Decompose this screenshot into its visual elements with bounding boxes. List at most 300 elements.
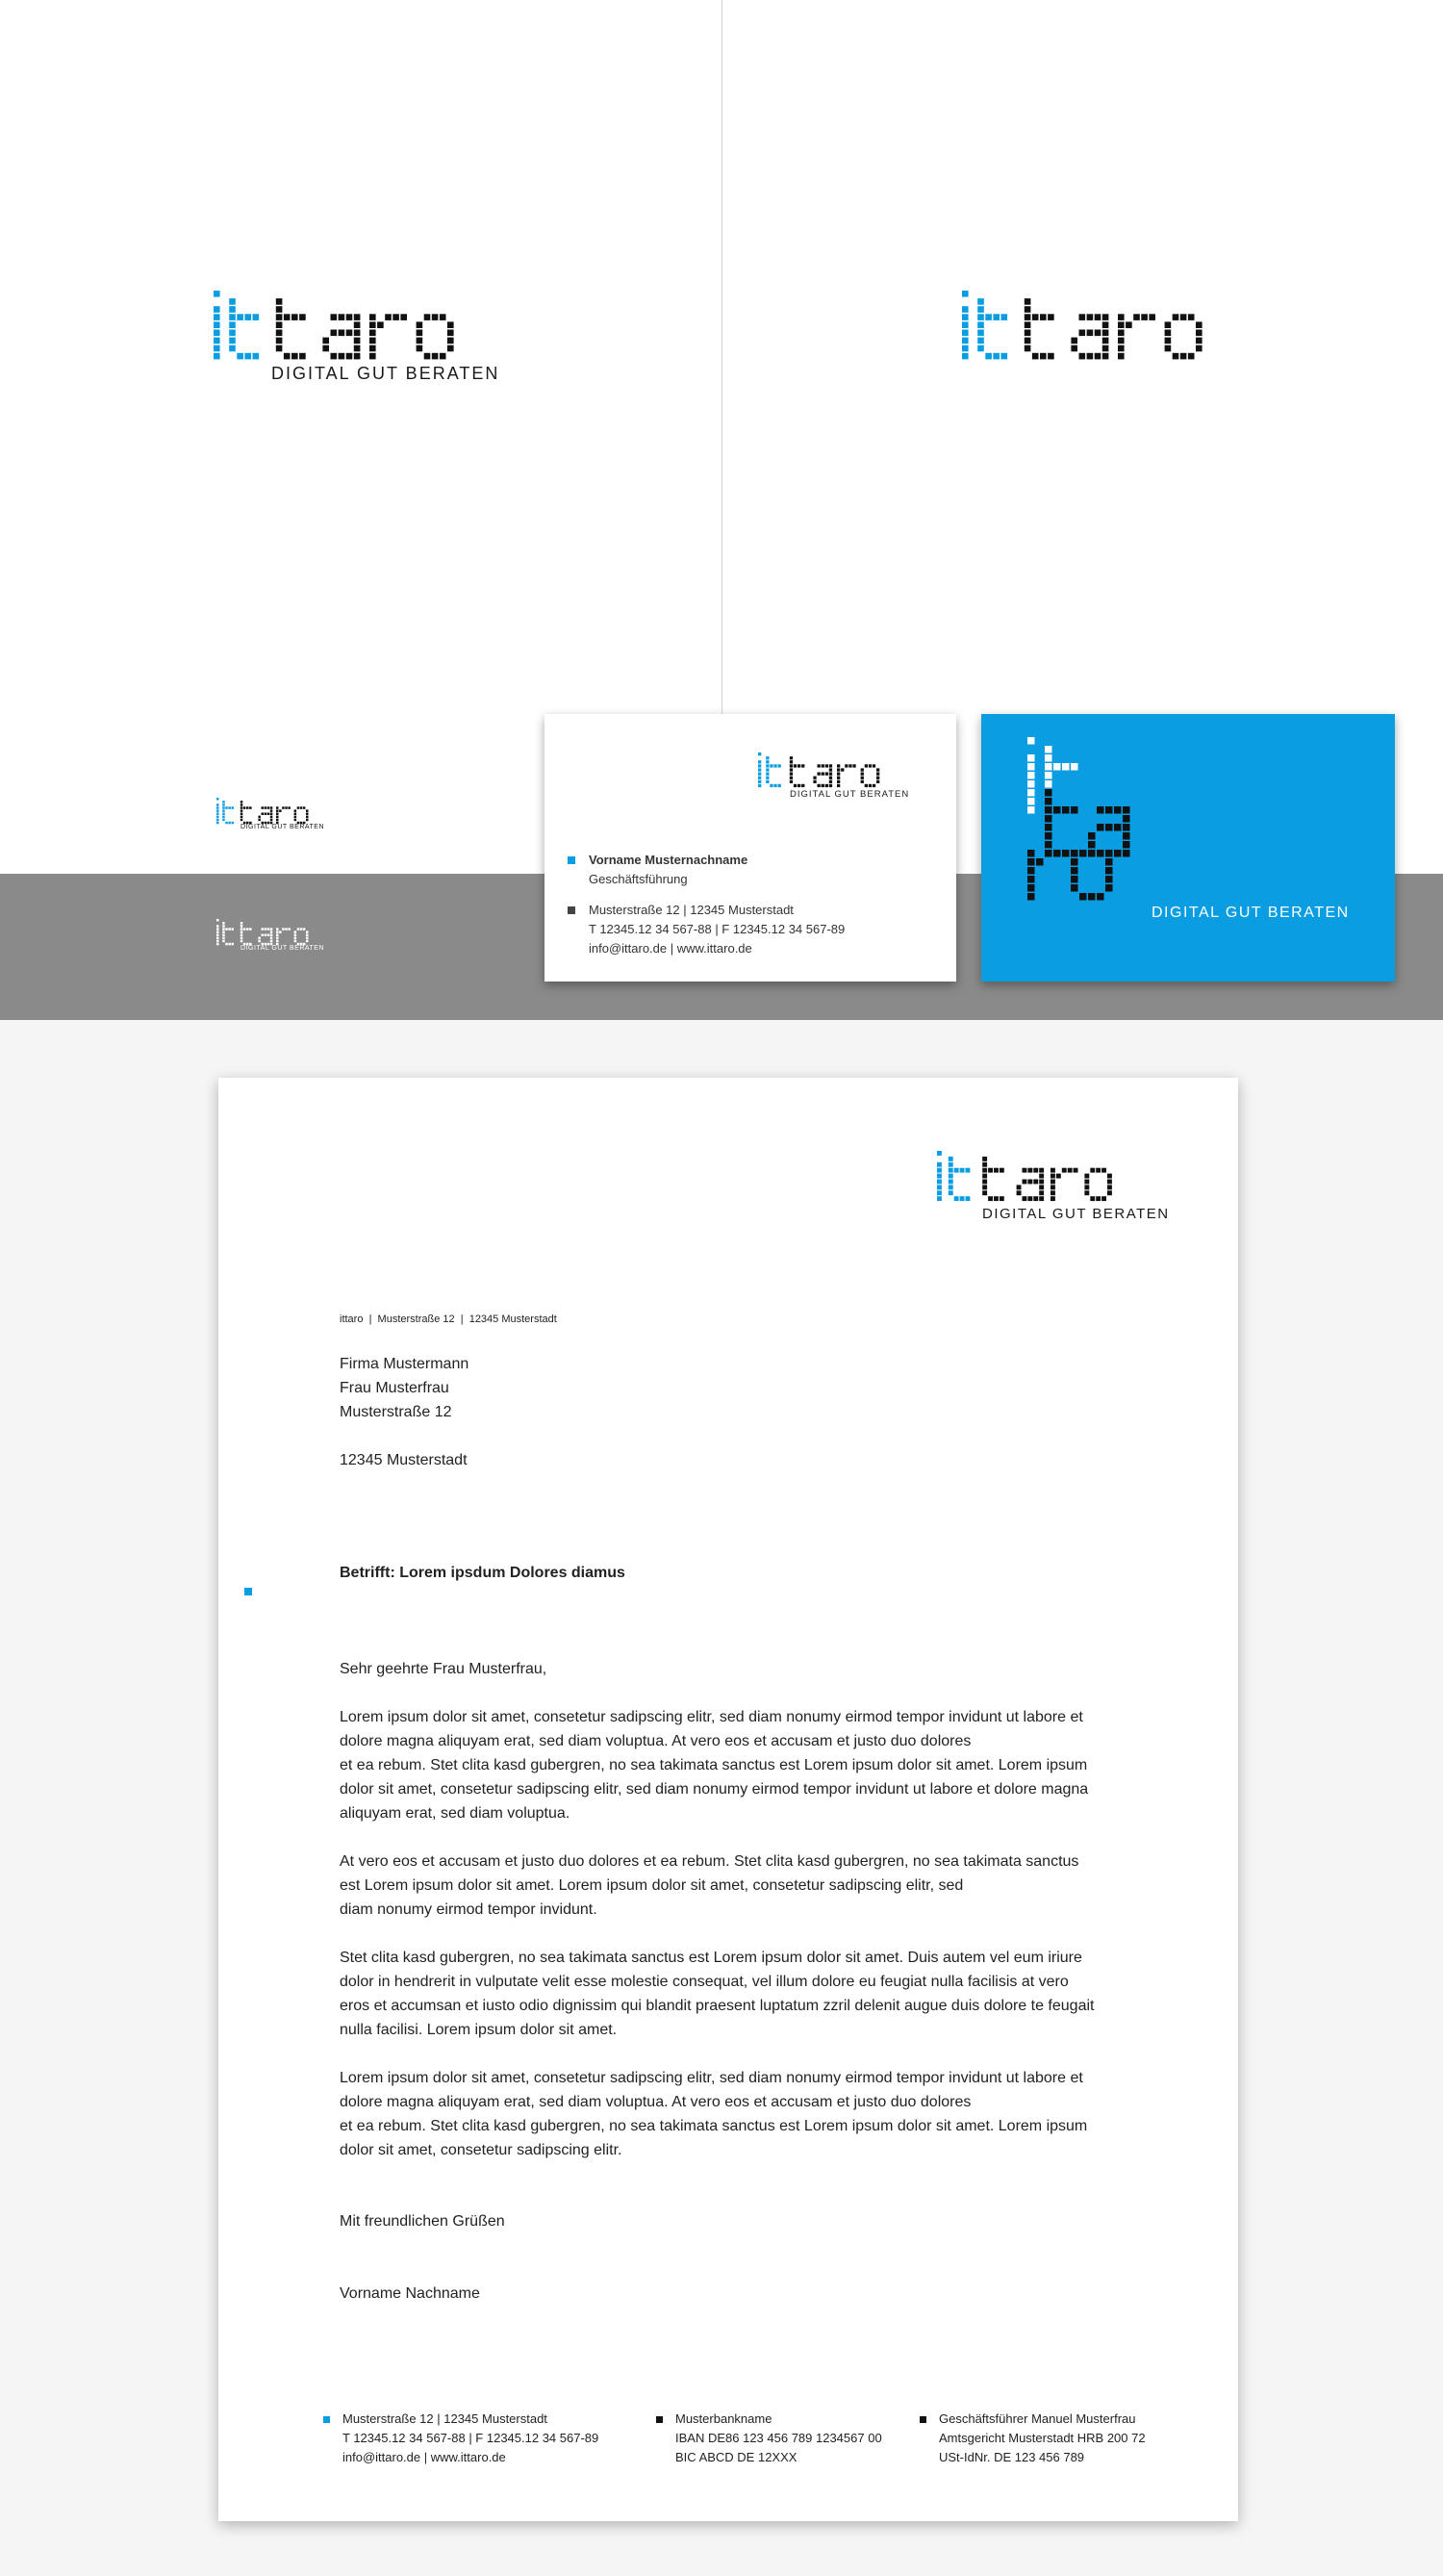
card-back-pixel	[1123, 815, 1130, 823]
logo-pixel	[1084, 1174, 1089, 1179]
logo-pixel	[228, 822, 231, 825]
logo-pixel	[229, 338, 236, 344]
logo-pixel	[294, 940, 297, 943]
business-card-back	[981, 714, 1395, 982]
logo-pixel	[306, 813, 309, 816]
logo-pixel	[1096, 1196, 1101, 1201]
logo-pixel	[954, 1196, 959, 1201]
logo-pixel	[1165, 338, 1172, 344]
card-back-pixel	[1123, 841, 1130, 849]
logo-pixel	[225, 943, 228, 946]
card-back-pixel	[1105, 850, 1113, 857]
card-address: Musterstraße 12 | 12345 Musterstadt	[589, 903, 794, 917]
card-back-pixel	[1105, 876, 1113, 883]
logo-pixel	[282, 928, 285, 931]
card-back-pixel	[1088, 841, 1096, 849]
card-back-pixel	[1097, 850, 1104, 857]
logo-pixel	[222, 803, 225, 806]
logo-pixel	[1165, 330, 1172, 337]
logo-pixel	[270, 928, 273, 931]
logo-pixel	[306, 816, 309, 819]
card-back-pixel	[1045, 841, 1052, 849]
card-back-pixel	[1027, 850, 1035, 857]
logo-pixel	[837, 773, 840, 776]
card-back-pixel	[1045, 763, 1052, 771]
footer-line: Amtsgericht Musterstadt HRB 200 72	[939, 2431, 1146, 2445]
logo-pixel	[447, 321, 454, 328]
logo-pixel	[797, 784, 800, 787]
logo-pixel	[825, 764, 828, 767]
logo-pixel	[354, 321, 361, 328]
logo-pixel	[1188, 353, 1195, 360]
logo-pixel	[1107, 1174, 1112, 1179]
logo-pixel	[244, 314, 251, 320]
logo-pixel	[432, 314, 439, 320]
logo-pixel	[279, 809, 282, 812]
logo-pixel	[1087, 330, 1094, 337]
logo-pixel	[222, 925, 225, 928]
logo-pixel	[246, 928, 249, 931]
logo-pixel	[225, 806, 228, 809]
logo-pixel	[346, 330, 353, 337]
logo-pixel	[276, 809, 279, 812]
footer-line: Musterbankname	[675, 2411, 772, 2426]
body-line: et ea rebum. Stet clita kasd gubergren, no sea takimata sanctus est Lorem ipsum dolor sit amet. Lorem ipsum	[340, 1757, 1088, 1773]
logo-pixel	[825, 784, 828, 787]
logo-pixel	[331, 330, 338, 337]
logo-pixel	[270, 940, 273, 943]
logo-pixel	[240, 940, 243, 943]
logo-pixel	[837, 780, 840, 783]
recipient-line: 12345 Musterstadt	[340, 1452, 468, 1468]
logo-pixel	[216, 819, 219, 822]
logo-pixel	[1090, 1196, 1095, 1201]
logo-pixel	[1051, 1196, 1055, 1201]
logo-pixel	[270, 813, 273, 816]
logo-pixel	[829, 768, 832, 771]
logo-pixel	[262, 928, 265, 931]
footer-line: info@ittaro.de | www.ittaro.de	[342, 2450, 506, 2464]
card-back-pixel	[1036, 858, 1044, 866]
logo-small-gray-tagline: DIGITAL GUT BERATEN	[240, 945, 325, 952]
logo-pixel	[1107, 1190, 1112, 1195]
logo-pixel	[1180, 314, 1187, 320]
logo-pixel	[262, 806, 265, 809]
logo-pixel	[240, 806, 243, 809]
card-back-pixel	[1123, 850, 1130, 857]
logo-pixel	[876, 773, 879, 776]
logo-pixel	[229, 345, 236, 352]
logo-pixel	[937, 1174, 942, 1179]
footer-bullet-bank	[656, 2416, 663, 2423]
logo-pixel	[982, 1174, 987, 1179]
logo-pixel	[222, 931, 225, 933]
logo-pixel	[222, 813, 225, 816]
logo-pixel	[1096, 1168, 1101, 1173]
logo-large-left-tagline: DIGITAL GUT BERATEN	[271, 364, 500, 383]
letter-recipient	[340, 1352, 468, 1472]
logo-pixel	[222, 937, 225, 940]
card-back-pixel	[1114, 806, 1122, 814]
logo-pixel	[265, 813, 267, 816]
logo-pixel	[937, 1190, 942, 1195]
logo-pixel	[249, 806, 252, 809]
logo-pixel	[861, 780, 864, 783]
logo-pixel	[267, 813, 270, 816]
card-back-pixel	[1079, 850, 1087, 857]
card-logo	[758, 752, 893, 783]
logo-pixel	[306, 931, 309, 933]
logo-pixel	[270, 931, 273, 933]
logo-pixel	[937, 1162, 942, 1167]
logo-pixel	[240, 922, 243, 925]
logo-pixel	[216, 822, 219, 825]
logo-pixel	[1039, 1185, 1044, 1189]
card-back-pixel	[1027, 754, 1035, 762]
logo-pixel	[240, 934, 243, 937]
logo-pixel	[447, 338, 454, 344]
logo-pixel	[778, 784, 781, 787]
card-tagline: DIGITAL GUT BERATEN	[790, 789, 910, 800]
logo-pixel	[270, 816, 273, 819]
logo-pixel	[962, 314, 969, 320]
logo-pixel	[1102, 345, 1109, 352]
logo-pixel	[1196, 345, 1202, 352]
logo-pixel	[876, 768, 879, 771]
logo-pixel	[773, 784, 776, 787]
logo-pixel	[985, 353, 992, 360]
logo-pixel	[240, 931, 243, 933]
logo-pixel	[258, 937, 261, 940]
logo-pixel	[848, 764, 851, 767]
logo-large-left	[214, 291, 454, 352]
card-back-pixel	[1027, 772, 1035, 779]
logo-pixel	[949, 1157, 953, 1161]
logo-pixel	[1095, 330, 1101, 337]
logo-pixel	[962, 321, 969, 328]
letterhead-page	[218, 1078, 1238, 2521]
logo-pixel	[294, 937, 297, 940]
logo-pixel	[1074, 1168, 1078, 1173]
logo-pixel	[262, 934, 265, 937]
logo-pixel	[1149, 314, 1155, 320]
body-paragraph	[340, 1946, 1167, 2042]
logo-pixel	[369, 345, 376, 352]
logo-pixel	[229, 314, 236, 320]
logo-pixel	[1068, 1168, 1073, 1173]
logo-pixel	[276, 314, 283, 320]
logo-pixel	[982, 1180, 987, 1185]
logo-pixel	[766, 764, 769, 767]
logo-pixel	[276, 813, 279, 816]
card-back-pixel	[1071, 850, 1078, 857]
logo-pixel	[1017, 1190, 1022, 1195]
logo-pixel	[982, 1162, 987, 1167]
logo-pixel	[937, 1151, 942, 1156]
logo-pixel	[440, 314, 446, 320]
logo-pixel	[962, 306, 969, 313]
body-line: dolore magna aliquyam erat, sed diam voluptua. At vero eos et accusam et justo duo dolores	[340, 1733, 972, 1749]
logo-pixel	[1062, 1168, 1067, 1173]
footer-line: IBAN DE86 123 456 789 1234567 00	[675, 2431, 882, 2445]
logo-pixel	[794, 784, 797, 787]
card-back-pixel	[1027, 763, 1035, 771]
logo-pixel	[214, 291, 220, 297]
logo-pixel	[1087, 314, 1094, 320]
logo-pixel	[977, 338, 984, 344]
logo-pixel	[216, 943, 219, 946]
card-bullet-blue	[568, 856, 575, 864]
logo-pixel	[1095, 314, 1101, 320]
logo-pixel	[1025, 306, 1031, 313]
logo-pixel	[228, 943, 231, 946]
logo-pixel	[216, 931, 219, 933]
logo-pixel	[222, 934, 225, 937]
logo-pixel	[818, 773, 821, 776]
logo-pixel	[276, 937, 279, 940]
logo-pixel	[270, 934, 273, 937]
logo-pixel	[417, 321, 423, 328]
logo-pixel	[1001, 353, 1008, 360]
logo-pixel	[354, 338, 361, 344]
logo-pixel	[766, 777, 769, 779]
logo-pixel	[222, 816, 225, 819]
logo-pixel	[270, 809, 273, 812]
logo-pixel	[265, 934, 267, 937]
logo-pixel	[253, 314, 260, 320]
body-line: Lorem ipsum dolor sit amet, consetetur sadipscing elitr, sed diam nonumy eirmod tempor invidunt ut labore et	[340, 2070, 1083, 2086]
logo-pixel	[258, 816, 261, 819]
logo-pixel	[214, 338, 220, 344]
logo-pixel	[1141, 314, 1148, 320]
logo-pixel	[1000, 1196, 1004, 1201]
logo-pixel	[1027, 1168, 1032, 1173]
logo-pixel	[1079, 353, 1086, 360]
logo-pixel	[214, 330, 220, 337]
logo-pixel	[954, 1168, 959, 1173]
logo-pixel	[303, 928, 306, 931]
logo-pixel	[982, 1185, 987, 1189]
card-back-pixel	[1027, 867, 1035, 875]
card-back-pixel	[1027, 876, 1035, 883]
logo-pixel	[1023, 1180, 1027, 1185]
logo-pixel	[766, 780, 769, 783]
logo-pixel	[369, 314, 376, 320]
footer-line: Geschäftsführer Manuel Musterfrau	[939, 2411, 1136, 2426]
logo-pixel	[1039, 1174, 1044, 1179]
card-back-pixel	[1105, 867, 1113, 875]
logo-pixel	[873, 764, 875, 767]
logo-pixel	[977, 306, 984, 313]
logo-pixel	[346, 353, 353, 360]
logo-pixel	[432, 353, 439, 360]
logo-pixel	[937, 1185, 942, 1189]
body-line: eros et accumsan et iusto odio dignissim qui blandit praesent luptatum zzril delenit augue duis dolore te feugait	[340, 1998, 1095, 2014]
logo-pixel	[937, 1180, 942, 1185]
logo-pixel	[966, 1196, 971, 1201]
logo-pixel	[294, 931, 297, 933]
logo-pixel	[949, 1162, 953, 1167]
logo-pixel	[829, 780, 832, 783]
card-back-pixel	[1097, 806, 1104, 814]
footer-bullet-blue	[323, 2416, 330, 2423]
logo-pixel	[392, 314, 399, 320]
logo-pixel	[306, 940, 309, 943]
logo-pixel	[265, 928, 267, 931]
logo-pixel	[306, 819, 309, 822]
logo-pixel	[243, 928, 246, 931]
logo-pixel	[1027, 1196, 1032, 1201]
card-web: info@ittaro.de | www.ittaro.de	[589, 941, 752, 956]
card-back-pixel	[1079, 893, 1087, 901]
logo-pixel	[1084, 1185, 1089, 1189]
logo-pixel	[228, 928, 231, 931]
logo-pixel	[354, 345, 361, 352]
logo-pixel	[982, 1168, 987, 1173]
logo-pixel	[758, 780, 761, 783]
logo-pixel	[962, 338, 969, 344]
card-back-pixel	[1053, 763, 1061, 771]
body-line: diam nonumy eirmod tempor invidunt.	[340, 1901, 597, 1918]
logo-pixel	[1025, 330, 1031, 337]
logo-pixel	[1027, 1180, 1032, 1185]
logo-pixel	[1071, 338, 1077, 344]
card-back-pixel	[1123, 824, 1130, 831]
logo-pixel	[229, 298, 236, 305]
logo-pixel	[1101, 1196, 1106, 1201]
logo-pixel	[1095, 353, 1101, 360]
card-back-pixel	[1071, 876, 1078, 883]
logo-pixel	[845, 764, 848, 767]
logo-pixel	[1196, 330, 1202, 337]
body-line: dolore magna aliquyam erat, sed diam voluptua. At vero eos et accusam et justo duo dolores	[340, 2094, 972, 2110]
card-back-pixel	[1045, 772, 1052, 779]
logo-pixel	[829, 773, 832, 776]
logo-pixel	[216, 919, 219, 922]
letter-logo	[937, 1151, 1129, 1197]
logo-pixel	[424, 353, 431, 360]
logo-pixel	[1025, 321, 1031, 328]
logo-pixel	[267, 934, 270, 937]
logo-pixel	[790, 780, 793, 783]
footer-line: T 12345.12 34 567-88 | F 12345.12 34 567-89	[342, 2431, 599, 2445]
logo-pixel	[801, 764, 804, 767]
logo-pixel	[400, 314, 407, 320]
logo-pixel	[294, 809, 297, 812]
logo-pixel	[258, 819, 261, 822]
card-back-pixel	[1097, 893, 1104, 901]
logo-pixel	[279, 931, 282, 933]
footer-line: Musterstraße 12 | 12345 Musterstadt	[342, 2411, 547, 2426]
logo-pixel	[794, 764, 797, 767]
logo-pixel	[369, 330, 376, 337]
logo-pixel	[837, 768, 840, 771]
card-back-pixel	[1071, 806, 1078, 814]
card-back-pixel	[1088, 832, 1096, 840]
logo-pixel	[770, 784, 772, 787]
logo-pixel	[766, 760, 769, 763]
card-back-pixel	[1097, 824, 1104, 831]
logo-pixel	[1165, 345, 1172, 352]
logo-pixel	[447, 330, 454, 337]
logo-pixel	[1048, 353, 1054, 360]
logo-pixel	[214, 314, 220, 320]
logo-pixel	[240, 928, 243, 931]
logo-pixel	[977, 298, 984, 305]
logo-pixel	[294, 813, 297, 816]
card-back-pixel	[1071, 867, 1078, 875]
card-back-pixel	[1045, 806, 1052, 814]
logo-pixel	[222, 809, 225, 812]
logo-pixel	[216, 928, 219, 931]
logo-pixel	[222, 940, 225, 943]
logo-pixel	[837, 777, 840, 779]
logo-pixel	[306, 937, 309, 940]
body-line: est Lorem ipsum dolor sit amet. Lorem ipsum dolor sit amet, consetetur sadipscing elitr, sed	[340, 1877, 964, 1894]
card-back-pixel	[1105, 884, 1113, 892]
card-back-pixel	[1027, 884, 1035, 892]
logo-pixel	[818, 784, 821, 787]
card-back-pixel	[1027, 789, 1035, 797]
logo-pixel	[861, 773, 864, 776]
logo-pixel	[977, 321, 984, 328]
logo-pixel	[1087, 353, 1094, 360]
logo-pixel	[284, 353, 291, 360]
logo-pixel	[822, 784, 824, 787]
logo-pixel	[1051, 1185, 1055, 1189]
logo-pixel	[949, 1185, 953, 1189]
logo-pixel	[424, 314, 431, 320]
logo-pixel	[249, 928, 252, 931]
logo-pixel	[300, 928, 303, 931]
logo-pixel	[1118, 345, 1125, 352]
logo-pixel	[294, 819, 297, 822]
logo-pixel	[801, 784, 804, 787]
logo-pixel	[1079, 314, 1086, 320]
logo-pixel	[284, 314, 291, 320]
logo-pixel	[216, 798, 219, 801]
logo-pixel	[222, 801, 225, 803]
logo-pixel	[1039, 1190, 1044, 1195]
logo-pixel	[216, 937, 219, 940]
logo-pixel	[331, 353, 338, 360]
logo-pixel	[267, 928, 270, 931]
logo-pixel	[865, 764, 868, 767]
logo-pixel	[214, 345, 220, 352]
logo-pixel	[949, 1180, 953, 1185]
logo-pixel	[276, 928, 279, 931]
logo-pixel	[265, 806, 267, 809]
logo-pixel	[354, 353, 361, 360]
logo-pixel	[262, 813, 265, 816]
card-back-pixel	[1062, 806, 1070, 814]
logo-pixel	[237, 353, 243, 360]
logo-pixel	[322, 345, 329, 352]
logo-pixel	[222, 922, 225, 925]
logo-pixel	[276, 819, 279, 822]
logo-pixel	[1079, 330, 1086, 337]
body-line: et ea rebum. Stet clita kasd gubergren, no sea takimata sanctus est Lorem ipsum dolor sit amet. Lorem ipsum	[340, 2118, 1088, 2134]
logo-pixel	[1102, 314, 1109, 320]
letter-closing: Mit freundlichen Grüßen	[340, 2213, 505, 2230]
logo-pixel	[1033, 1196, 1038, 1201]
logo-pixel	[377, 321, 384, 328]
logo-pixel	[758, 764, 761, 767]
logo-pixel	[229, 330, 236, 337]
logo-pixel	[993, 353, 1000, 360]
logo-pixel	[937, 1196, 942, 1201]
logo-pixel	[270, 937, 273, 940]
